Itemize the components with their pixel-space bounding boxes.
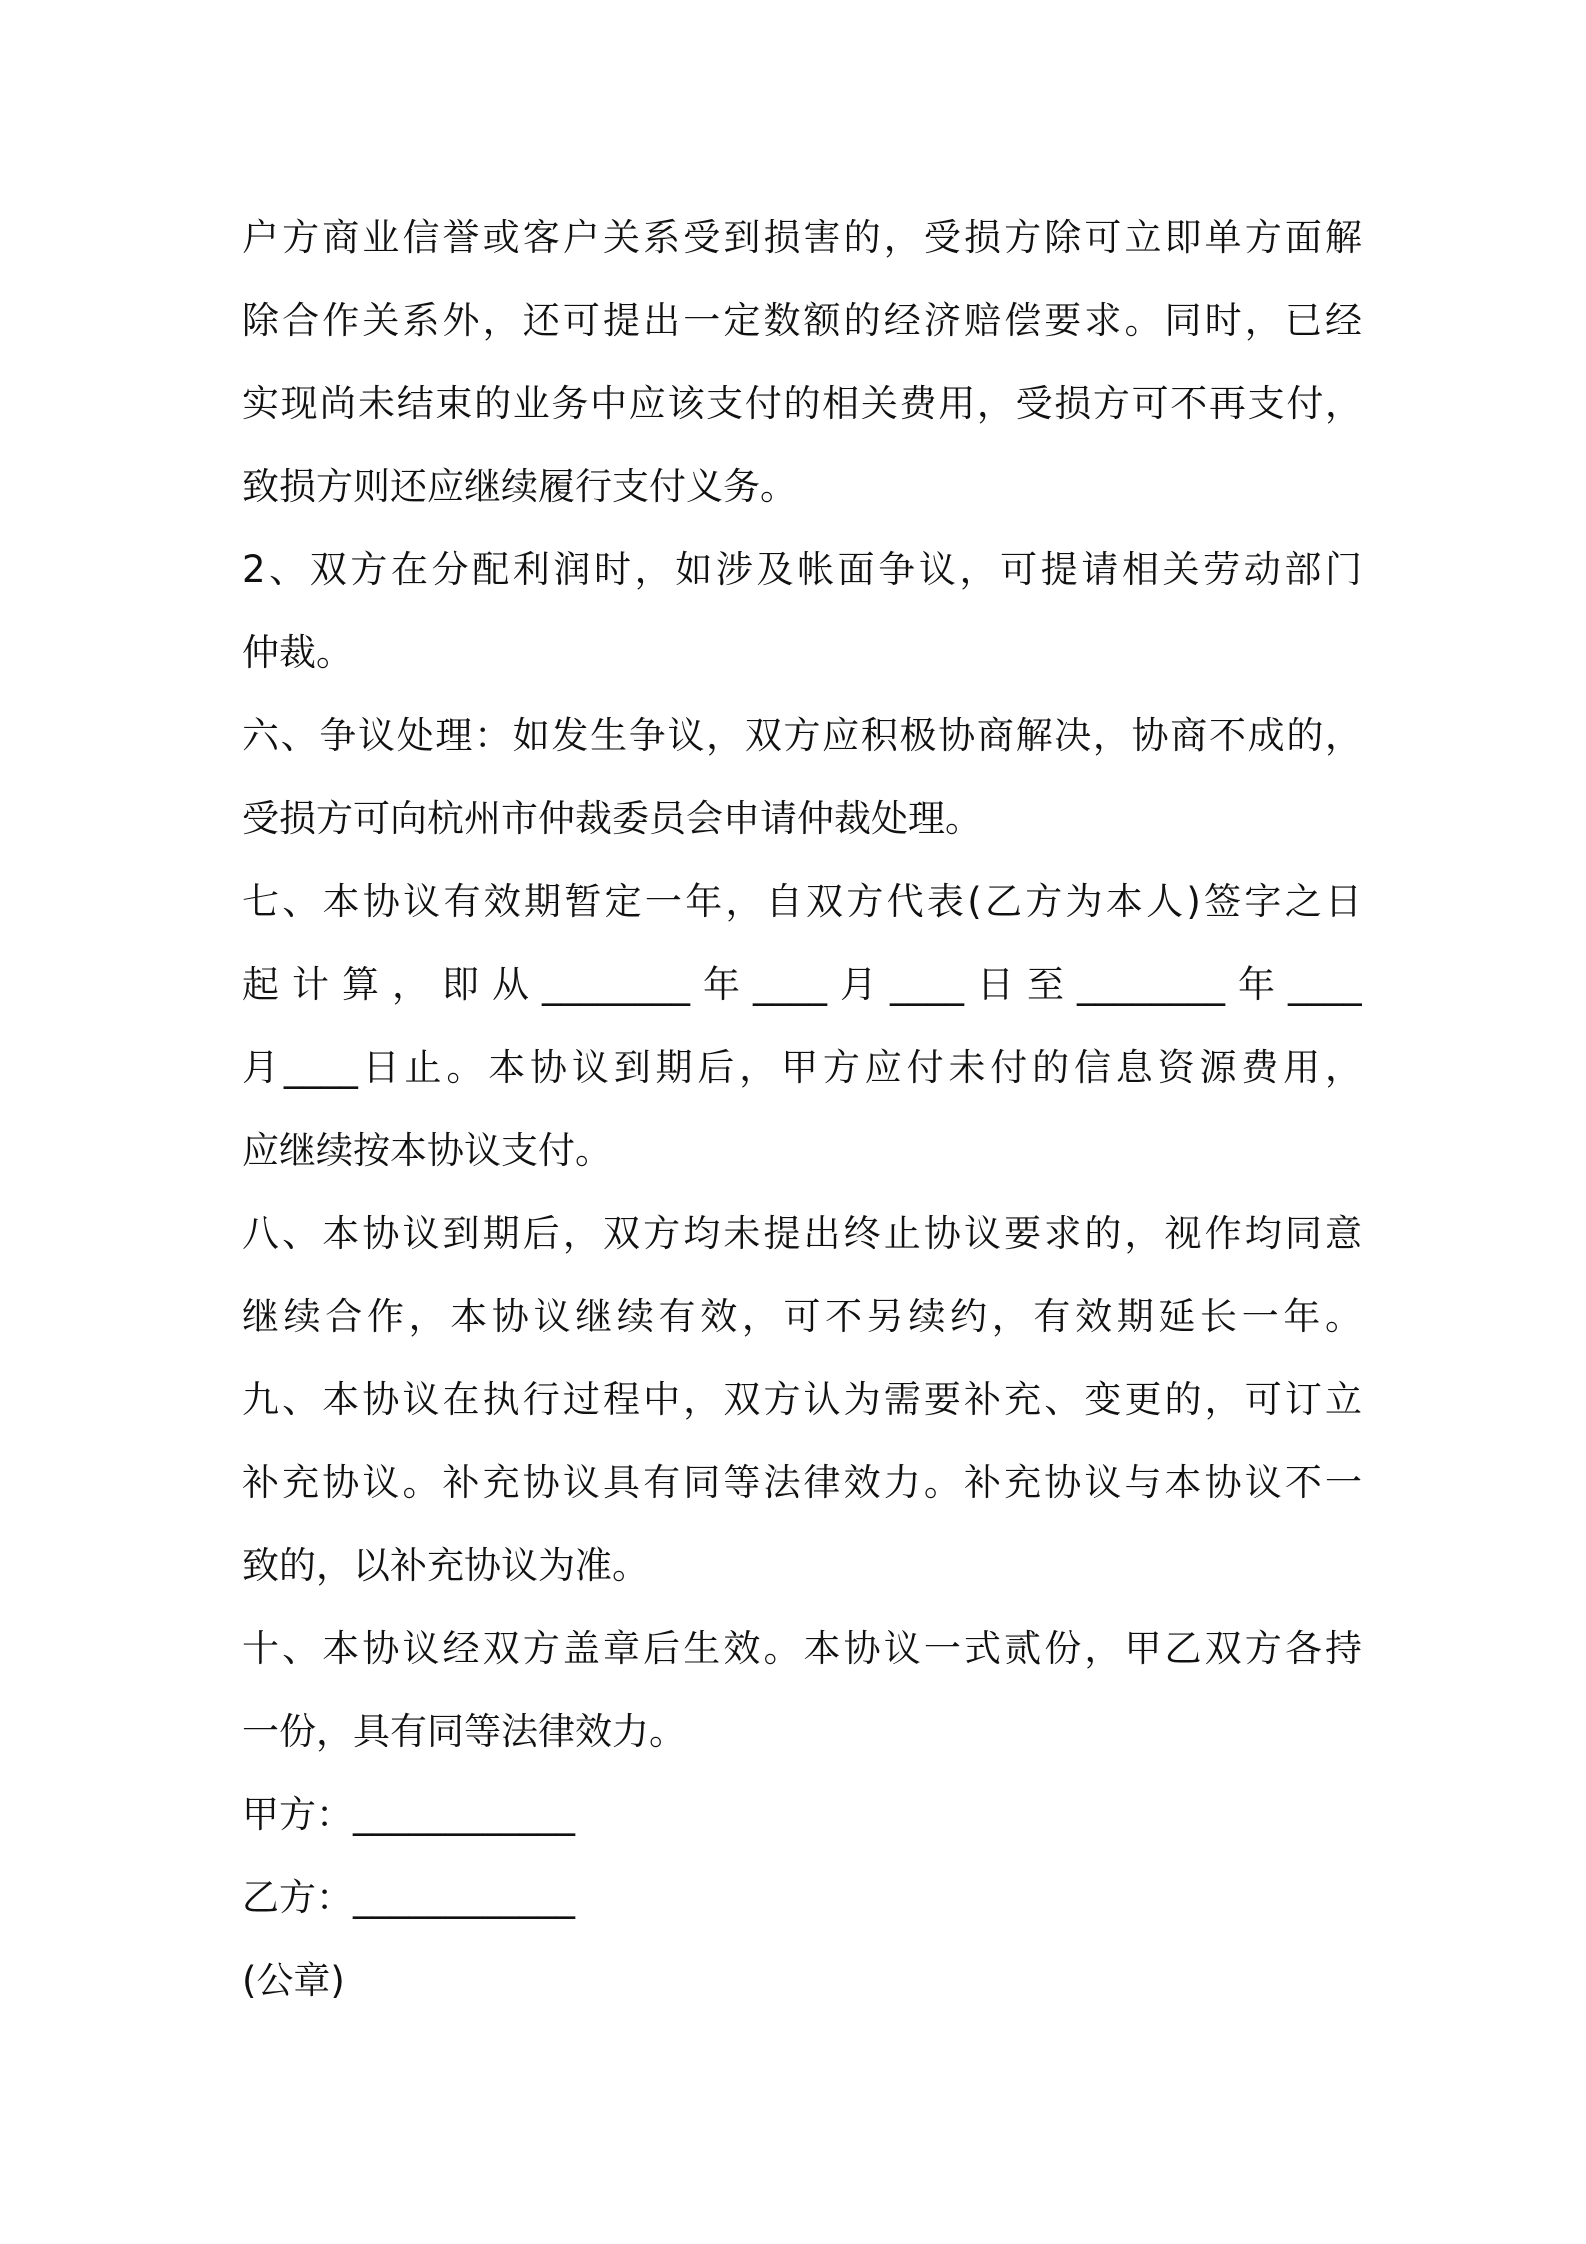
text-line: 受损方可向杭州市仲裁委员会申请仲裁处理。 <box>242 797 982 840</box>
text-line: 补充协议。补充协议具有同等法律效力。补充协议与本协议不一 <box>242 1461 1362 1504</box>
text-line: 月____日止。本协议到期后，甲方应付未付的信息资源费用， <box>242 1046 1362 1089</box>
seal-label: (公章) <box>242 1959 345 2002</box>
text-line: 六、争议处理：如发生争议，双方应积极协商解决，协商不成的， <box>242 714 1362 757</box>
text-line: 十、本协议经双方盖章后生效。本协议一式贰份，甲乙双方各持 <box>242 1627 1362 1670</box>
text-line: 致的，以补充协议为准。 <box>242 1544 649 1587</box>
document-body <box>242 196 1362 2022</box>
text-line: 2、双方在分配利润时，如涉及帐面争议，可提请相关劳动部门 <box>242 548 1362 591</box>
text-line: 致损方则还应继续履行支付义务。 <box>242 465 797 508</box>
text-line: 一份，具有同等法律效力。 <box>242 1710 686 1753</box>
text-line: 八、本协议到期后，双方均未提出终止协议要求的，视作均同意 <box>242 1212 1362 1255</box>
party-b-signature-line: 乙方：____________ <box>242 1876 575 1919</box>
text-line: 仲裁。 <box>242 631 353 674</box>
text-line: 户方商业信誉或客户关系受到损害的，受损方除可立即单方面解 <box>242 216 1362 259</box>
party-a-signature-line: 甲方：____________ <box>242 1793 575 1836</box>
text-line: 继续合作，本协议继续有效，可不另续约，有效期延长一年。 <box>242 1295 1362 1338</box>
text-line: 除合作关系外，还可提出一定数额的经济赔偿要求。同时，已经 <box>242 299 1362 342</box>
text-line: 起计算，即从________年____月____日至________年____ <box>242 963 1362 1006</box>
text-line: 九、本协议在执行过程中，双方认为需要补充、变更的，可订立 <box>242 1378 1362 1421</box>
text-line: 应继续按本协议支付。 <box>242 1129 612 1172</box>
text-line: 七、本协议有效期暂定一年，自双方代表(乙方为本人)签字之日 <box>242 880 1362 923</box>
text-line: 实现尚未结束的业务中应该支付的相关费用，受损方可不再支付， <box>242 382 1362 425</box>
